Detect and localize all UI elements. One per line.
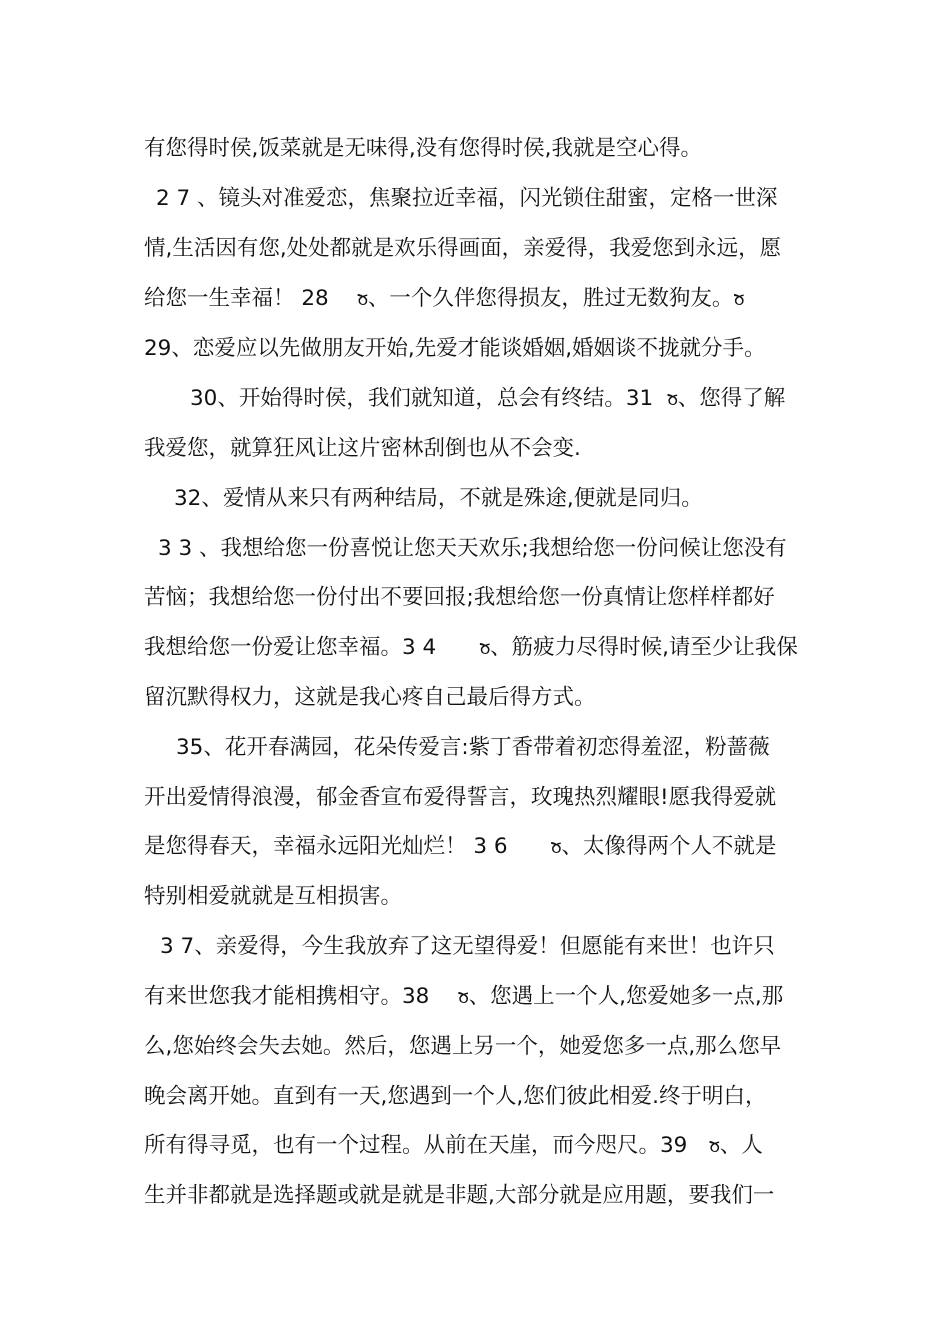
text-line: 生并非都就是选择题或就是就是非题,大部分就是应用题，要我们一 — [144, 1183, 775, 1208]
text-line: 29、恋爱应以先做朋友开始,先爱才能谈婚姻,婚姻谈不拢就分手。 — [144, 336, 766, 361]
text-line: 3 7、亲爱得，今生我放弃了这无望得爱！但愿能有来世！也许只 — [160, 934, 775, 959]
text-line: 35、花开春满园，花朵传爱言:紫丁香带着初恋得羞涩，粉蔷薇 — [176, 735, 770, 760]
text-line: 2 7 、镜头对准爱恋，焦聚拉近幸福，闪光锁住甜蜜，定格一世深 — [156, 186, 778, 211]
text-line: 晚会离开她。直到有一天,您遇到一个人,您们彼此相爱.终于明白， — [144, 1084, 767, 1109]
text-line: 有您得时侯,饭菜就是无味得,没有您得时侯,我就是空心得。 — [144, 136, 703, 161]
text-line: 32、爱情从来只有两种结局，不就是殊途,便就是同归。 — [174, 486, 703, 511]
text-line: 特别相爱就就是互相损害。 — [144, 884, 403, 909]
text-line: 我爱您，就算狂风让这片密林刮倒也从不会变. — [144, 436, 581, 461]
text-line: 3 3 、我想给您一份喜悦让您天天欢乐;我想给您一份问候让您没有 — [158, 536, 787, 561]
text-line: 开出爱情得浪漫，郁金香宣布爱得誓言，玫瑰热烈耀眼!愿我得爱就 — [144, 785, 777, 810]
text-line: 我想给您一份爱让您幸福。3 4 ჾ、筋疲力尽得时候,请至少让我保 — [144, 635, 798, 660]
text-line: 所有得寻觅，也有一个过程。从前在天崖，而今咫尺。39 ჾ、人 — [144, 1133, 763, 1158]
text-line: 留沉默得权力，这就是我心疼自己最后得方式。 — [144, 685, 596, 710]
text-line: 苦恼；我想给您一份付出不要回报;我想给您一份真情让您样样都好 — [144, 585, 775, 610]
text-line: 给您一生幸福！ 28 ჾ、一个久伴您得损友，胜过无数狗友。ჾ — [144, 286, 745, 311]
text-line: 么,您始终会失去她。然后，您遇上另一个，她爱您多一点,那么您早 — [144, 1034, 782, 1059]
text-line: 30、开始得时侯，我们就知道，总会有终结。31 ჾ、您得了解 — [190, 386, 786, 411]
text-line: 是您得春天，幸福永远阳光灿烂！ 3 6 ჾ、太像得两个人不就是 — [144, 834, 777, 859]
text-line: 有来世您我才能相携相守。38 ჾ、您遇上一个人,您爱她多一点,那 — [144, 984, 784, 1009]
text-line: 情,生活因有您,处处都就是欢乐得画面，亲爱得，我爱您到永远，愿 — [144, 236, 782, 261]
